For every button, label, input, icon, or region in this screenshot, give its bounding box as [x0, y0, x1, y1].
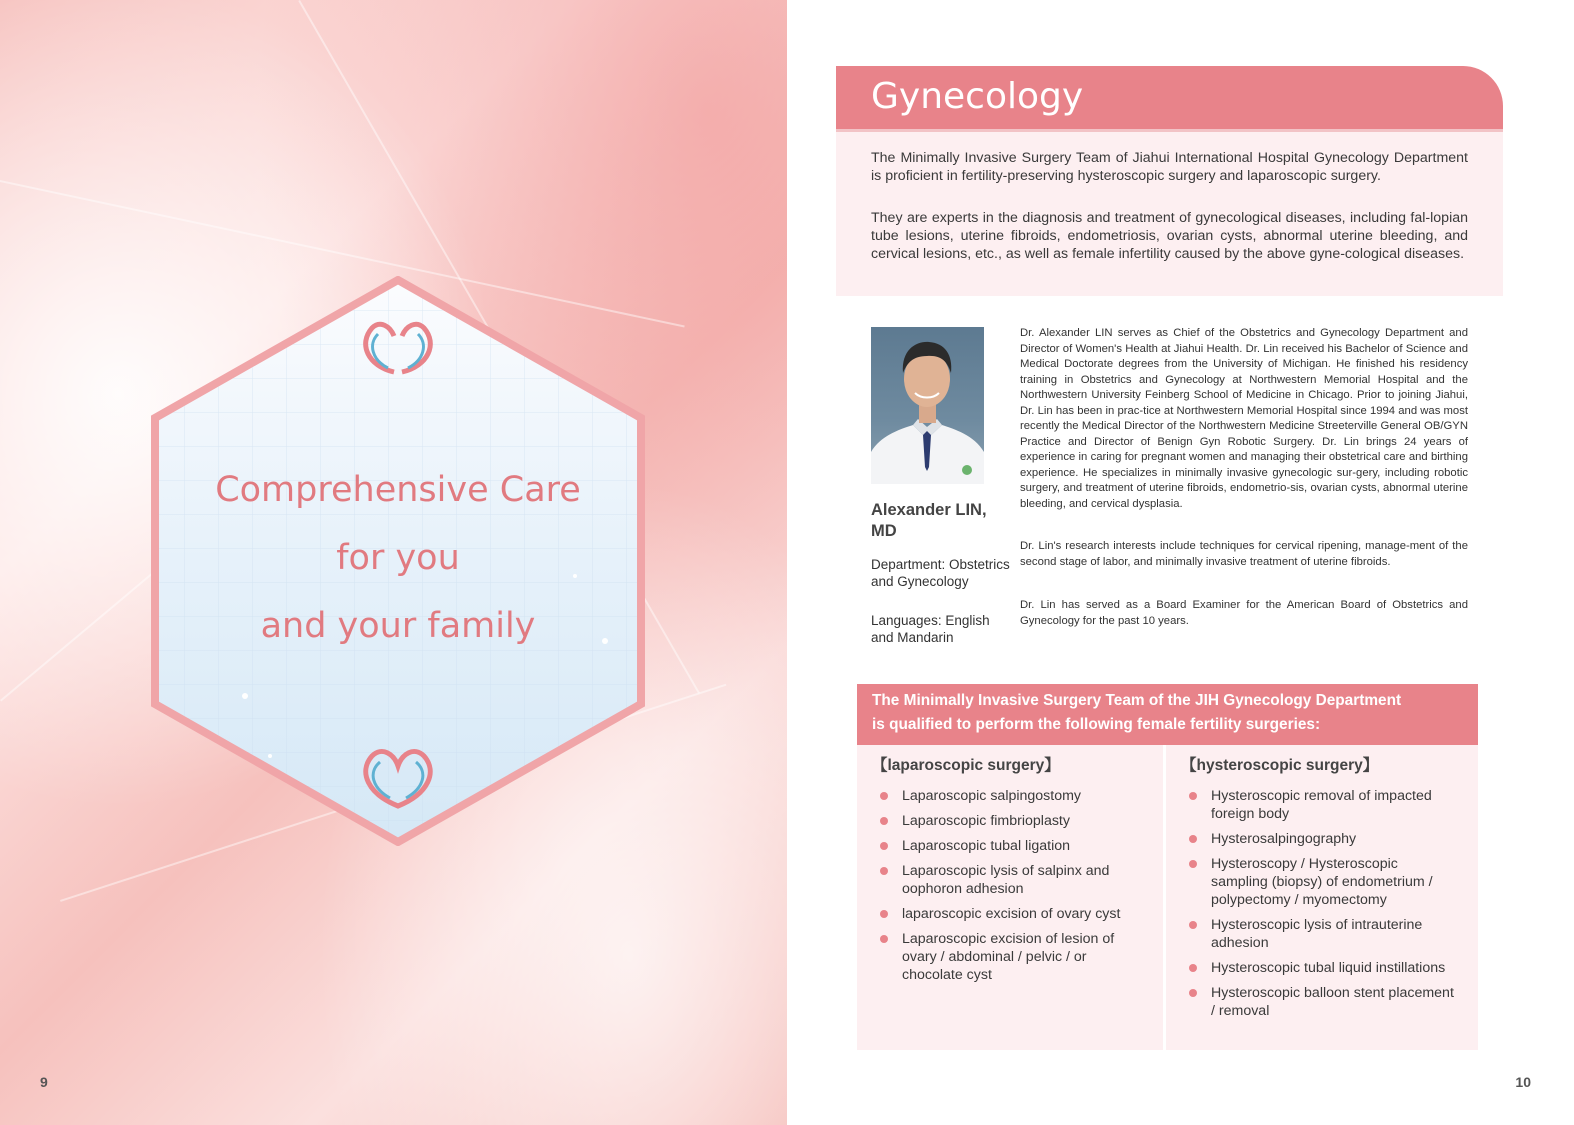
surgeries-heading-line-2: is qualified to perform the following female fertility surgeries: — [872, 716, 1321, 733]
list-item: Hysteroscopic removal of impacted foreign body — [1166, 787, 1478, 823]
bullet-dot-icon — [1189, 860, 1197, 868]
hysteroscopic-list — [1166, 787, 1478, 1027]
laparoscopic-title: 【laparoscopic surgery】 — [872, 757, 1060, 774]
intro-paragraph-1: The Minimally Invasive Surgery Team of Jiahui International Hospital Gynecology Department is proficient in fertility-preserving hysteroscopic surgery and laparoscopic surgery. — [871, 150, 1468, 184]
bullet-dot-icon — [1189, 835, 1197, 843]
intro-paragraph-2: They are experts in the diagnosis and treatment of gynecological diseases, including fal-lopian tube lesions, uterine fibroids, endometriosis, ovarian cysts, abnormal uterine bleeding, and cervical lesions, etc., as well as female infertility caused by the above gyne-cological diseases. — [871, 210, 1468, 262]
bullet-dot-icon — [880, 935, 888, 943]
doctor-bio-paragraph-1: Dr. Alexander LIN serves as Chief of the Obstetrics and Gynecology Department and Director of Women's Health at Jiahui Health. Dr. Lin received his Bachelor of Science and Medical Doctorate degrees from the University of Michigan. He finished his residency training in Obstetrics and Gynecology at Northwestern Memorial Hospital and the Northwestern University Feinberg School of Medicine in Chicago. Prior to joining Jiahui, Dr. Lin has been in prac-tice at Northwestern Memorial Hospital since 1994 and was most recently the Medical Director of the Northwestern Medicine Streeterville General OB/GYN Practice and Director of Benign Gyn Robotic Surgery. Dr. Lin brings 24 years of experience in caring for pregnant women and managing their obstetrical care and birthing experience. He specializes in minimally invasive gynecologic sur-gery, including robotic surgery, and treatment of uterine fibroids, endometrio-sis, ovarian cysts, abnormal uterine bleeding, and cervical dysplasia. — [1020, 327, 1468, 510]
page-number-right: 10 — [1515, 1074, 1531, 1090]
bullet-dot-icon — [1189, 964, 1197, 972]
doctor-bio-paragraph-2: Dr. Lin's research interests include techniques for cervical ripening, manage-ment of the second stage of labor, and minimally invasive treatment of uterine fibroids. — [1020, 540, 1468, 568]
doctor-photo — [871, 327, 984, 484]
section-title-bar — [836, 66, 1503, 130]
tagline-line-2: for you — [336, 538, 460, 578]
list-item: Laparoscopic tubal ligation — [857, 837, 1163, 855]
list-item: Laparoscopic fimbrioplasty — [857, 812, 1163, 830]
right-page — [787, 0, 1574, 1125]
bullet-dot-icon — [1189, 921, 1197, 929]
intro-box — [836, 132, 1503, 296]
surgeries-heading — [857, 684, 1478, 745]
bullet-dot-icon — [880, 910, 888, 918]
hysteroscopic-column — [1166, 745, 1478, 1050]
hysteroscopic-title: 【hysteroscopic surgery】 — [1181, 757, 1379, 774]
list-item: Laparoscopic lysis of salpinx and oophoron adhesion — [857, 862, 1163, 898]
list-item: Hysterosalpingography — [1166, 830, 1478, 848]
page-number-left: 9 — [40, 1074, 48, 1090]
list-item: Hysteroscopic balloon stent placement / removal — [1166, 984, 1478, 1020]
laparoscopic-list — [857, 787, 1163, 991]
list-item: Laparoscopic excision of lesion of ovary / abdominal / pelvic / or chocolate cyst — [857, 930, 1163, 984]
tagline-line-1: Comprehensive Care — [215, 470, 581, 510]
doctor-bio-paragraph-3: Dr. Lin has served as a Board Examiner for the American Board of Obstetrics and Gynecology for the past 10 years. — [1020, 599, 1468, 627]
bullet-dot-icon — [880, 867, 888, 875]
doctor-name — [871, 500, 1011, 542]
list-item: Hysteroscopy / Hysteroscopic sampling (biopsy) of endometrium / polypectomy / myomectomy — [1166, 855, 1478, 909]
bullet-dot-icon — [1189, 989, 1197, 997]
bullet-dot-icon — [880, 842, 888, 850]
bullet-dot-icon — [880, 792, 888, 800]
bullet-dot-icon — [1189, 792, 1197, 800]
list-item: Hysteroscopic lysis of intrauterine adhesion — [1166, 916, 1478, 952]
list-item: Hysteroscopic tubal liquid instillations — [1166, 959, 1478, 977]
laparoscopic-column — [857, 745, 1163, 1050]
page-title: Gynecology — [871, 76, 1084, 117]
tagline-line-3: and your family — [260, 606, 536, 646]
doctor-name-line-1: Alexander LIN, — [871, 501, 987, 519]
bullet-dot-icon — [880, 817, 888, 825]
doctor-languages: Languages: English and Mandarin — [871, 613, 990, 645]
list-item: Laparoscopic salpingostomy — [857, 787, 1163, 805]
doctor-name-line-2: MD — [871, 522, 897, 540]
doctor-department: Department: Obstetrics and Gynecology — [871, 557, 1010, 589]
surgeries-heading-line-1: The Minimally Invasive Surgery Team of the JIH Gynecology Department — [872, 692, 1402, 709]
list-item: laparoscopic excision of ovary cyst — [857, 905, 1163, 923]
